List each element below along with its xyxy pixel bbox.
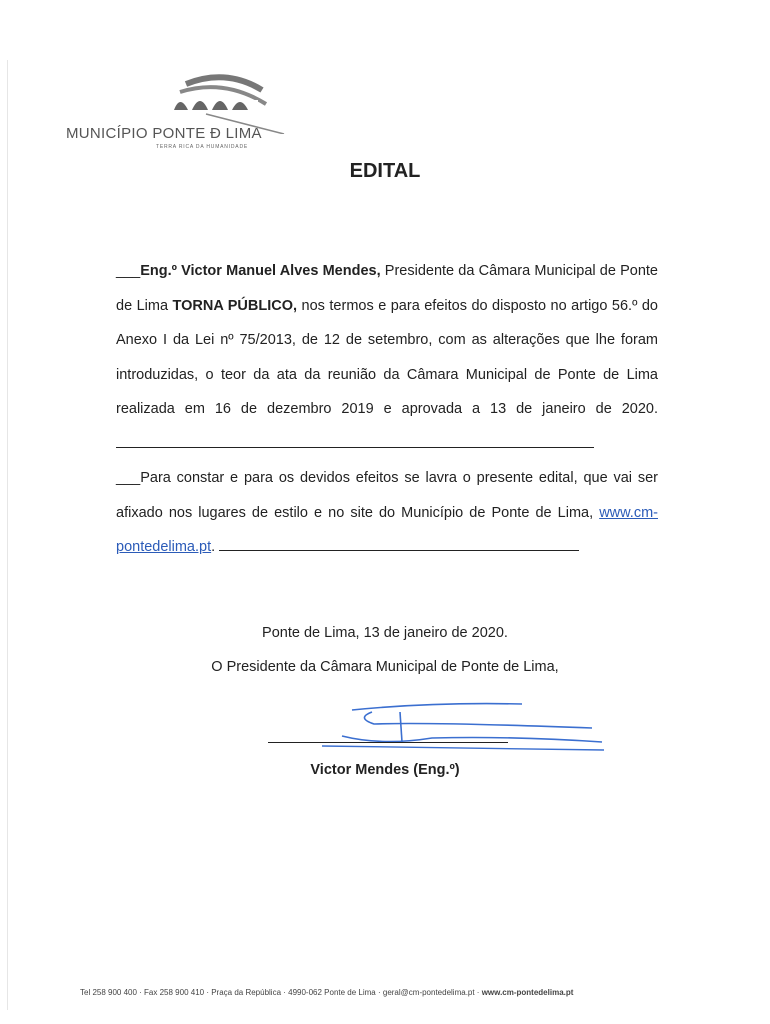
place-date: Ponte de Lima, 13 de janeiro de 2020. bbox=[262, 625, 508, 641]
handwritten-signature bbox=[312, 698, 612, 758]
website-link[interactable]: www.cm-pontedelima.pt bbox=[116, 504, 658, 555]
scan-edge-line bbox=[7, 60, 8, 1010]
document-title: EDITAL bbox=[349, 160, 421, 182]
signatory-role: O Presidente da Câmara Municipal de Ponte de Lima, bbox=[211, 659, 559, 675]
fill-line bbox=[116, 437, 594, 448]
paragraph-announcement: ___Eng.º Victor Manuel Alves Mendes, Presidente da Câmara Municipal de Ponte de Lima TORNA PÚBLICO, nos termos e para efeitos do disposto no artigo 56.º do Anexo I da Lei nº 75/2013, de 12 de setembro, com as alterações que lhe foram introduzidas, o teor da ata da reunião da Câmara Municipal de Ponte de Lima realizada em 16 de dezembro 2019 e aprovada a 13 de janeiro de 2020. bbox=[116, 254, 658, 461]
municipality-logo bbox=[66, 70, 296, 154]
paragraph-posting: ___Para constar e para os devidos efeitos se lavra o presente edital, que vai ser afixado nos lugares de estilo e no site do Município de Ponte de Lima, www.cm-pontedelima.pt. bbox=[116, 470, 658, 555]
signatory-name: Victor Mendes (Eng.º) bbox=[310, 762, 460, 778]
signature-line bbox=[268, 742, 508, 743]
logo-text: MUNICÍPIO PONTE Ð LIMA bbox=[66, 125, 262, 142]
logo-tagline: TERRA RICA DA HUMANIDADE bbox=[156, 144, 248, 150]
edital-body bbox=[116, 254, 658, 565]
footer-contact: Tel 258 900 400 · Fax 258 900 410 · Praça da República · 4990-062 Ponte de Lima · geral@cm-pontedelima.pt · www.cm-pontedelima.pt bbox=[80, 988, 574, 997]
fill-line bbox=[219, 540, 579, 551]
footer-website[interactable]: www.cm-pontedelima.pt bbox=[481, 988, 574, 997]
